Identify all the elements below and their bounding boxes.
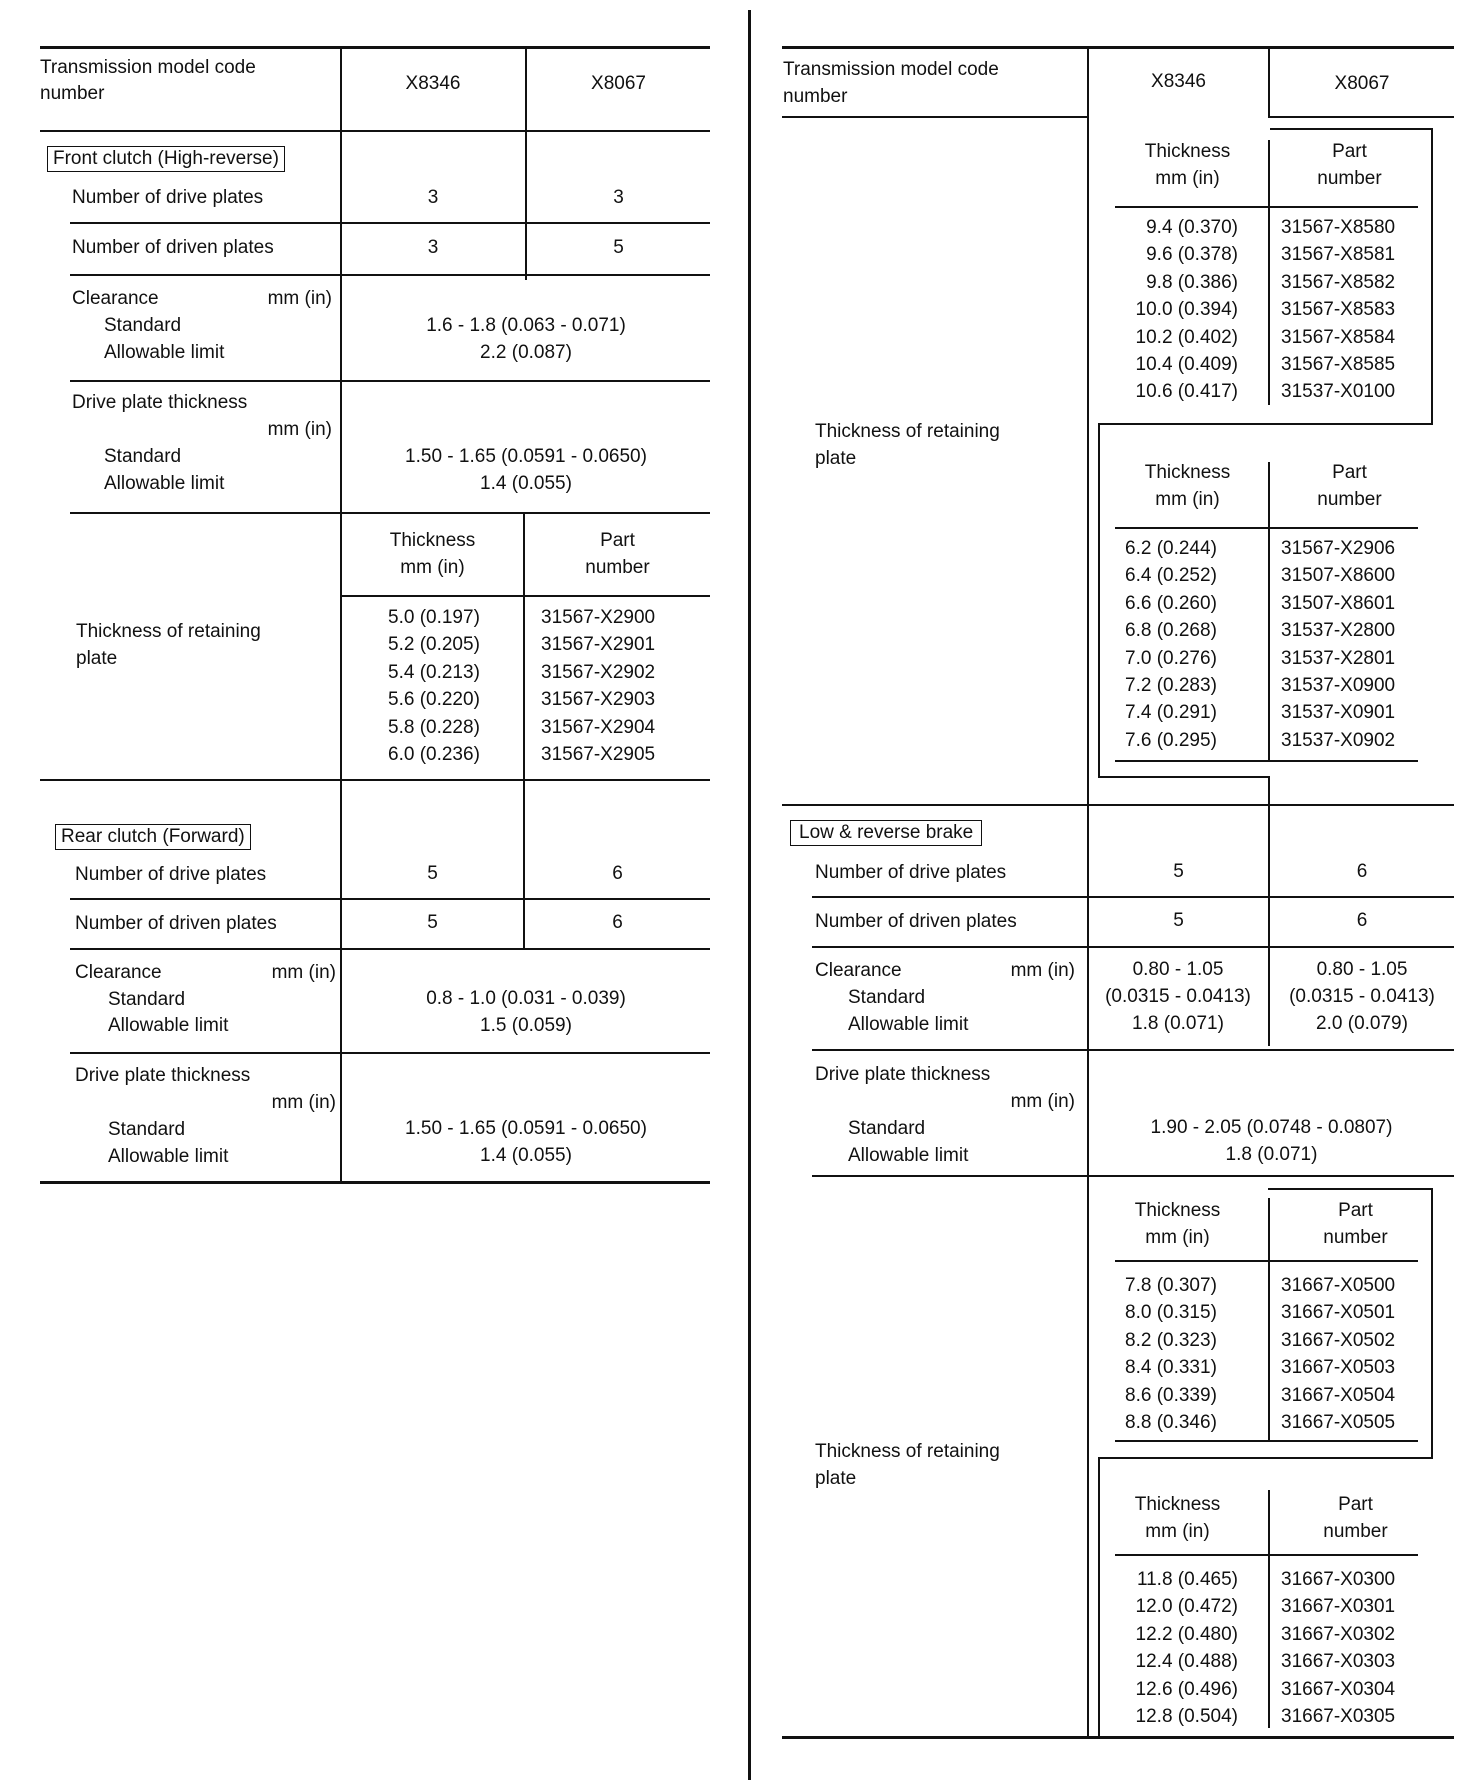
rule [40, 779, 710, 781]
box-border [1098, 423, 1100, 777]
list-item: 12.2 (0.480) [1135, 1623, 1238, 1645]
cell-value: 5 [427, 912, 438, 933]
cell-value: (0.0315 - 0.0413) [1105, 986, 1251, 1007]
list-item: 6.6 (0.260) [1125, 592, 1217, 614]
subtable-head: Part [1332, 141, 1367, 162]
subtable-head: Part [1338, 1200, 1373, 1221]
row-label: Number of drive plates [815, 862, 1007, 883]
row-label: Drive plate thickness [815, 1064, 991, 1085]
rule [812, 896, 1454, 898]
row-sublabel: Standard [104, 315, 182, 336]
rule [70, 380, 710, 382]
list-item: 31567-X2906 [1281, 538, 1396, 559]
list-item: 31667-X0301 [1281, 1596, 1396, 1618]
cell-value: 1.50 - 1.65 (0.0591 - 0.0650) [405, 446, 647, 467]
row-label: plate [815, 1468, 857, 1489]
left-top-rule [40, 46, 710, 49]
cell-value: 6 [1356, 910, 1368, 931]
right-col-divider [1087, 46, 1089, 1736]
list-item: 10.6 (0.417) [1135, 381, 1238, 403]
list-item: 31537-X2800 [1281, 620, 1396, 642]
cell-value: 1.4 (0.055) [480, 473, 572, 494]
box-border [1098, 776, 1270, 778]
subtable-head: Thickness [1134, 1494, 1221, 1515]
part-list [1281, 1566, 1395, 1730]
box-rule [1115, 1260, 1418, 1262]
list-item: 5.6 (0.220) [388, 689, 480, 711]
row-sublabel: Standard [848, 1118, 926, 1139]
row-label: Drive plate thickness [75, 1065, 251, 1086]
row-label: Thickness of retaining [815, 421, 1000, 442]
cell-value: 5 [1173, 910, 1184, 931]
list-item: 8.4 (0.331) [1125, 1357, 1217, 1379]
subtable-head: number [1323, 1227, 1388, 1248]
list-item: 6.4 (0.252) [1125, 565, 1217, 587]
box-rule [1268, 1198, 1270, 1440]
list-item: 31567-X2903 [541, 689, 656, 711]
rule [812, 1049, 1454, 1051]
cell-value: 2.2 (0.087) [480, 342, 572, 363]
subtable-head: Thickness [1134, 1200, 1221, 1221]
list-item: 31567-X8584 [1281, 326, 1396, 348]
list-item: 31537-X0100 [1281, 381, 1396, 403]
box-rule [1268, 462, 1270, 760]
list-item: 7.8 (0.307) [1125, 1275, 1217, 1296]
list-item: 31667-X0505 [1281, 1412, 1396, 1434]
header-col-x8346: X8346 [405, 73, 461, 94]
rule [782, 804, 1454, 806]
row-label: Clearance [72, 288, 159, 309]
cell-value: 3 [427, 237, 439, 258]
box-border [1268, 1188, 1432, 1190]
list-item: 7.4 (0.291) [1125, 702, 1217, 724]
list-item: 31667-X0501 [1281, 1302, 1396, 1324]
list-item: 5.8 (0.228) [388, 716, 480, 738]
list-item: 31567-X8582 [1281, 271, 1396, 293]
cell-value: 5 [427, 863, 438, 884]
list-item: 12.6 (0.496) [1135, 1678, 1238, 1700]
unit-label: mm (in) [267, 288, 332, 309]
box-rule [1115, 1440, 1418, 1442]
part-list [1281, 535, 1395, 754]
cell-value: 1.4 (0.055) [480, 1145, 572, 1166]
row-sublabel: Allowable limit [104, 473, 225, 494]
subtable-head: mm (in) [400, 557, 465, 578]
left-bottom-rule [40, 1181, 710, 1184]
unit-label: mm (in) [1010, 960, 1075, 981]
list-item: 31567-X8585 [1281, 354, 1396, 376]
header-col-x8346: X8346 [1151, 71, 1206, 92]
rule [70, 1052, 710, 1054]
list-item: 31667-X0302 [1281, 1623, 1396, 1645]
rule [70, 512, 710, 514]
list-item: 31567-X2900 [541, 607, 656, 628]
box-rule [1268, 1490, 1270, 1728]
thickness-list [388, 604, 480, 768]
subtable-head: Part [1332, 462, 1367, 483]
unit-label: mm (in) [271, 962, 336, 983]
subtable-head: mm (in) [1155, 489, 1220, 510]
cell-value: 3 [427, 187, 439, 208]
list-item: 5.2 (0.205) [388, 634, 480, 656]
cell-value: 1.90 - 2.05 (0.0748 - 0.0807) [1150, 1117, 1393, 1138]
list-item: 12.8 (0.504) [1135, 1706, 1238, 1728]
right-bottom-rule [782, 1736, 1454, 1739]
subtable-head: number [1317, 168, 1382, 189]
subtable-head: Thickness [1144, 141, 1231, 162]
rule [70, 222, 710, 224]
list-item: 6.0 (0.236) [388, 744, 480, 766]
subtable-head: mm (in) [1145, 1521, 1210, 1542]
list-item: 6.8 (0.268) [1125, 620, 1217, 642]
list-item: 5.4 (0.213) [388, 661, 480, 683]
box-rule [1115, 1554, 1418, 1556]
cell-value: 5 [1173, 861, 1184, 882]
row-label: Number of drive plates [72, 187, 264, 208]
thickness-list [1125, 535, 1217, 754]
list-item: 6.2 (0.244) [1125, 538, 1217, 559]
cell-value: 1.5 (0.059) [480, 1015, 572, 1036]
header-col-x8067: X8067 [591, 73, 646, 94]
box-border [1268, 776, 1270, 804]
subtable-head: Thickness [389, 530, 476, 551]
rule [812, 1175, 1454, 1177]
list-item: 31567-X2904 [541, 716, 656, 738]
list-item: 31537-X0901 [1281, 702, 1396, 724]
cell-value: 3 [613, 187, 624, 208]
right-header-rule [782, 116, 1088, 118]
list-item: 9.8 (0.386) [1146, 271, 1238, 293]
row-label: plate [815, 448, 857, 469]
list-item: 10.4 (0.409) [1135, 354, 1238, 376]
cell-value: (0.0315 - 0.0413) [1289, 986, 1435, 1007]
box-border [1431, 128, 1433, 424]
header-label: number [40, 83, 105, 104]
list-item: 10.0 (0.394) [1135, 299, 1238, 321]
list-item: 10.2 (0.402) [1135, 326, 1238, 348]
subtable-head: Thickness [1144, 462, 1231, 483]
right-header-rule-b [1268, 116, 1454, 118]
list-item: 31667-X0304 [1281, 1678, 1396, 1700]
subtable-head: number [585, 557, 650, 578]
row-label: Number of drive plates [75, 864, 267, 885]
box-border [1270, 128, 1432, 130]
list-item: 12.0 (0.472) [1135, 1596, 1238, 1618]
list-item: 7.2 (0.283) [1125, 675, 1217, 697]
row-sublabel: Allowable limit [104, 342, 225, 363]
row-label: Thickness of retaining [76, 621, 261, 642]
row-sublabel: Standard [848, 987, 926, 1008]
subtable-head: mm (in) [1145, 1227, 1210, 1248]
row-label: Drive plate thickness [72, 392, 248, 413]
section-title-low-reverse-brake: Low & reverse brake [790, 820, 982, 846]
subtable-head: number [1323, 1521, 1388, 1542]
row-label: Thickness of retaining [815, 1441, 1000, 1462]
list-item: 31667-X0300 [1281, 1569, 1396, 1590]
list-item: 8.2 (0.323) [1125, 1329, 1217, 1351]
row-sublabel: Allowable limit [108, 1146, 229, 1167]
cell-value: 1.8 (0.071) [1225, 1144, 1318, 1165]
cell-value: 0.8 - 1.0 (0.031 - 0.039) [426, 988, 626, 1009]
list-item: 31667-X0305 [1281, 1706, 1396, 1728]
cell-value: 1.8 (0.071) [1132, 1013, 1224, 1034]
list-item: 31667-X0303 [1281, 1651, 1396, 1673]
list-item: 31567-X8583 [1281, 299, 1396, 321]
page-center-divider [748, 10, 751, 1780]
list-item: 7.0 (0.276) [1125, 647, 1217, 669]
box-rule [1115, 527, 1418, 529]
list-item: 31567-X2902 [541, 661, 656, 683]
list-item: 11.8 (0.465) [1136, 1569, 1238, 1590]
left-header-rule [40, 130, 710, 132]
unit-label: mm (in) [267, 419, 332, 440]
list-item: 7.6 (0.295) [1125, 729, 1217, 751]
row-sublabel: Allowable limit [848, 1014, 969, 1035]
section-title-rear-clutch: Rear clutch (Forward) [55, 824, 251, 850]
thickness-list [1100, 214, 1238, 406]
list-item: 31567-X2905 [541, 744, 656, 766]
list-item: 31507-X8601 [1281, 592, 1396, 614]
list-item: 31507-X8600 [1281, 565, 1396, 587]
list-item: 8.8 (0.346) [1125, 1412, 1217, 1434]
row-sublabel: Standard [104, 446, 182, 467]
row-label: plate [76, 648, 118, 669]
rule [70, 898, 710, 900]
header-label: Transmission model code [783, 59, 999, 80]
row-sublabel: Standard [108, 1119, 186, 1140]
cell-value: 5 [613, 237, 624, 258]
header-col-x8067: X8067 [1334, 73, 1390, 94]
subtable-head: Part [600, 530, 635, 551]
box-rule [1115, 206, 1418, 208]
list-item: 31567-X8580 [1281, 217, 1396, 238]
row-label: Number of driven plates [815, 911, 1017, 932]
list-item: 31667-X0503 [1281, 1357, 1396, 1379]
box-rule [1115, 760, 1418, 762]
row-label: Clearance [815, 960, 902, 981]
thickness-list [1100, 1566, 1238, 1730]
cell-value: 6 [612, 912, 623, 933]
cell-value: 2.0 (0.079) [1316, 1013, 1408, 1034]
header-label: number [783, 86, 848, 107]
list-item: 8.6 (0.339) [1125, 1384, 1217, 1406]
part-list [541, 604, 655, 768]
list-item: 9.6 (0.378) [1146, 244, 1238, 266]
header-label: Transmission model code [40, 57, 256, 78]
list-item: 12.4 (0.488) [1135, 1651, 1238, 1673]
part-list [1281, 1272, 1395, 1436]
list-item: 31537-X0902 [1281, 729, 1396, 751]
cell-value: 1.50 - 1.65 (0.0591 - 0.0650) [405, 1118, 647, 1139]
rule [70, 948, 710, 950]
list-item: 31667-X0504 [1281, 1384, 1396, 1406]
box-border [1268, 140, 1270, 405]
box-border [1098, 423, 1433, 425]
list-item: 5.0 (0.197) [388, 607, 480, 628]
unit-label: mm (in) [271, 1092, 336, 1113]
list-item: 8.0 (0.315) [1125, 1302, 1217, 1324]
subtable-head: Part [1338, 1494, 1373, 1515]
row-sublabel: Standard [108, 989, 186, 1010]
list-item: 31667-X0502 [1281, 1329, 1396, 1351]
list-item: 31667-X0500 [1281, 1275, 1396, 1296]
cell-value: 6 [1356, 861, 1368, 882]
row-sublabel: Allowable limit [848, 1145, 969, 1166]
cell-value: 0.80 - 1.05 [1316, 959, 1408, 980]
cell-value: 0.80 - 1.05 [1132, 959, 1224, 980]
part-list [1281, 214, 1395, 406]
row-label: Number of driven plates [75, 913, 277, 934]
right-top-rule [782, 46, 1454, 49]
row-label: Number of driven plates [72, 237, 274, 258]
rule [70, 274, 710, 276]
unit-label: mm (in) [1010, 1091, 1075, 1112]
section-title-front-clutch: Front clutch (High-reverse) [47, 146, 285, 172]
list-item: 31567-X8581 [1281, 244, 1396, 266]
subtable-head: number [1317, 489, 1382, 510]
row-label: Clearance [75, 962, 162, 983]
rule [340, 595, 710, 597]
list-item: 31537-X2801 [1281, 647, 1396, 669]
rule [812, 946, 1454, 948]
row-sublabel: Allowable limit [108, 1015, 229, 1036]
list-item: 31567-X2901 [541, 634, 656, 656]
thickness-list [1125, 1272, 1217, 1436]
list-item: 9.4 (0.370) [1146, 217, 1238, 238]
list-item: 31537-X0900 [1281, 675, 1396, 697]
box-border [1098, 1457, 1433, 1459]
cell-value: 1.6 - 1.8 (0.063 - 0.071) [426, 315, 626, 336]
cell-value: 6 [612, 863, 623, 884]
subtable-head: mm (in) [1155, 168, 1220, 189]
